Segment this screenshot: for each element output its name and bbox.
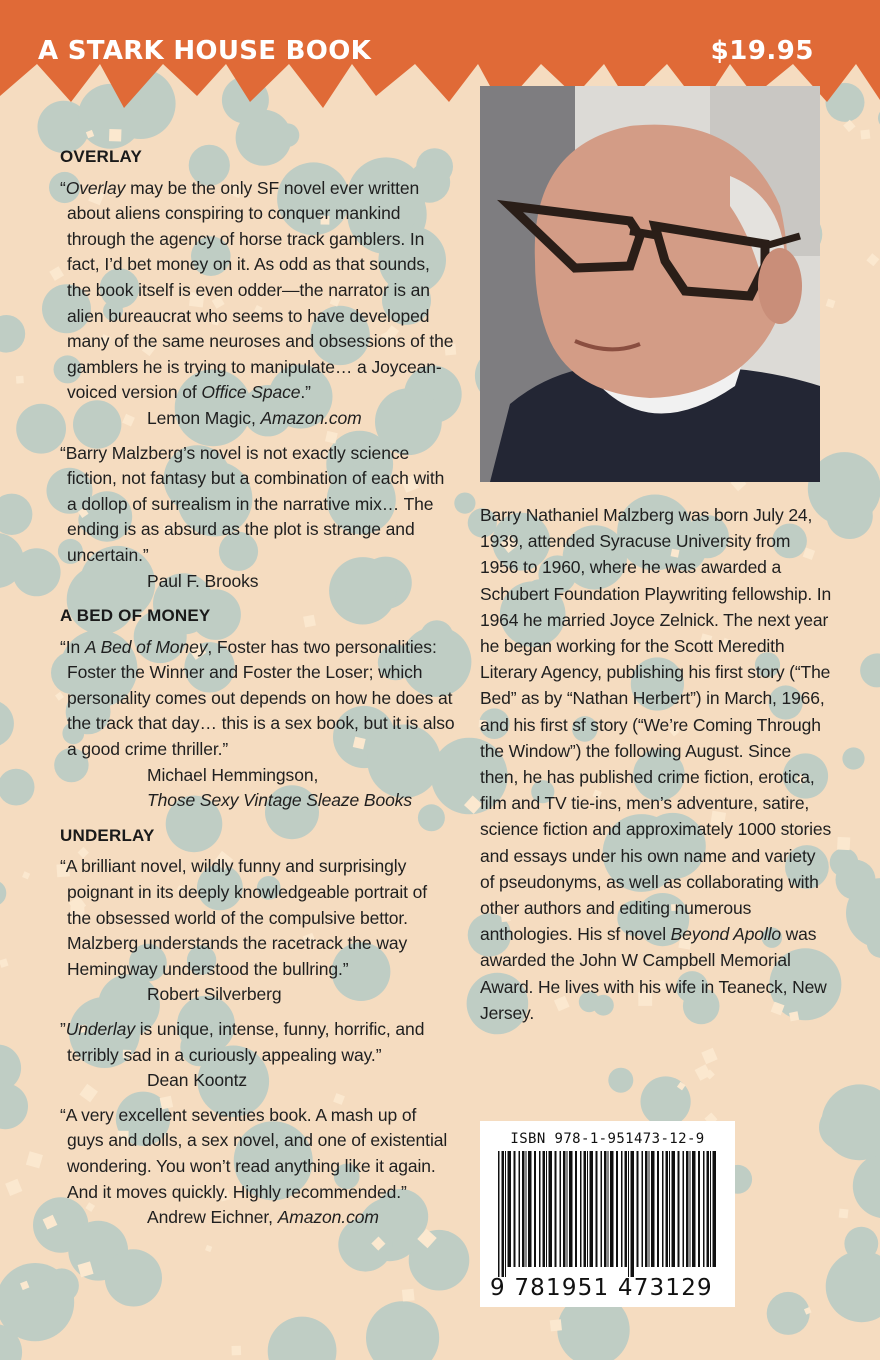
review-overlay-paul-brooks	[60, 441, 455, 595]
heading-underlay: UNDERLAY	[60, 825, 155, 845]
review-text: , Foster has two personalities: Foster the Winner and Foster the Loser; which personality comes out depends on how he does at the track that day… this is a sex book, but it is also a good crime thriller.”	[67, 636, 455, 760]
review-lead: “In	[60, 636, 85, 657]
review-text: is unique, intense, funny, horrific, and terribly sad in a curiously appealing way.”	[67, 1019, 425, 1065]
attribution-source	[67, 788, 455, 814]
attribution-source-title: Those Sexy Vintage Sleaze Books	[147, 790, 413, 811]
attribution-source: Amazon.com	[277, 1207, 379, 1228]
book-title-overlay: Overlay	[65, 177, 126, 198]
publisher-brand: A STARK HOUSE BOOK	[38, 36, 372, 66]
open-quote: ”	[60, 1019, 66, 1039]
author-biography	[480, 502, 832, 1026]
review-attribution: Michael Hemmingson,	[147, 764, 319, 785]
reviews-column	[60, 144, 455, 1240]
review-text: “Barry Malzberg’s novel is not exactly science fiction, not fantasy but a combination of each with a dollop of surrealism in the narrative mix… The ending is as absurd as the plot is strange and uncertain.”	[60, 442, 445, 565]
review-attribution: Robert Silverberg	[147, 984, 282, 1005]
book-title-beyond-apollo: Beyond Apollo	[670, 924, 781, 945]
book-title-bed-of-money: A Bed of Money	[84, 636, 208, 657]
review-bed-of-money	[60, 635, 455, 814]
book-title-underlay: Underlay	[65, 1019, 135, 1039]
review-overlay-lemon-magic	[60, 176, 455, 432]
barcode-bars	[498, 1151, 718, 1277]
review-attribution: Paul F. Brooks	[147, 570, 259, 591]
review-underlay-silverberg	[60, 854, 455, 1008]
review-text: “A very excellent seventies book. A mash up of guys and dolls, a sex novel, and one of existential wondering. You won’t read anything like it again. And it moves quickly. Highly recommended.”	[60, 1104, 448, 1202]
price-label: $19.95	[710, 36, 814, 66]
attribution-name: Lemon Magic,	[147, 407, 261, 428]
review-underlay-eichner	[60, 1103, 455, 1231]
attribution-source: Amazon.com	[260, 407, 362, 428]
review-attribution	[67, 1205, 455, 1231]
open-quote: “	[60, 177, 66, 198]
bio-text-part1: Barry Nathaniel Malzberg was born July 24, 1939, attended Syracuse University from 1956 to 1960, where he was awarded a Schubert Foundation Playwriting fellowship. In 1964 he married Joyce Zelnick. The next year he began working for the Scott Meredith Literary Agency, publishing his first story (“The Bed” as by “Nathan Herbert”) in March, 1966, and his first sf story (“We’re Coming Through the Window”) the following August. Since then, he has published crime fiction, erotica, film and TV tie-ins, men’s adventure, satire, science fiction and approximately 1000 stories and essays under his own name and variety of pseudonyms, as well as collaborating with other authors and editing numerous anthologies. His sf novel	[480, 505, 832, 945]
author-portrait-illustration	[480, 86, 820, 482]
bio-text-part2: was awarded the John W Campbell Memorial Award. He lives with his wife in Teaneck, New Jersey.	[480, 924, 827, 1023]
barcode-digits: 9 781951 473129	[490, 1275, 713, 1301]
review-underlay-koontz	[60, 1017, 455, 1094]
film-title-office-space: Office Space	[201, 382, 301, 403]
review-text: may be the only SF novel ever written about aliens conspiring to conquer mankind through the agency of horse track gamblers. In fact, I’d bet money on it. As odd as that sounds, the book itself is even odder—the narrator is an alien bureaucrat who seems to have developed many of the same neuroses and obsessions of the gamblers he is trying to manipulate… a Joycean-voiced version of	[67, 177, 454, 403]
isbn-barcode	[480, 1121, 735, 1307]
attribution-name: Andrew Eichner,	[147, 1207, 278, 1228]
isbn-label: ISBN 978-1-951473-12-9	[510, 1131, 705, 1147]
heading-bed-of-money: A BED OF MONEY	[60, 606, 211, 626]
close-quote: .”	[300, 382, 311, 403]
heading-overlay: OVERLAY	[60, 147, 143, 166]
review-attribution	[67, 406, 455, 432]
review-text: “A brilliant novel, wildly funny and surprisingly poignant in its deeply knowledgeable portrait of the obsessed world of the compulsive bettor. Malzberg understands the racetrack the way Hemingway understood the bullring.”	[60, 856, 428, 979]
author-photo	[480, 86, 820, 482]
review-attribution: Dean Koontz	[147, 1070, 248, 1091]
